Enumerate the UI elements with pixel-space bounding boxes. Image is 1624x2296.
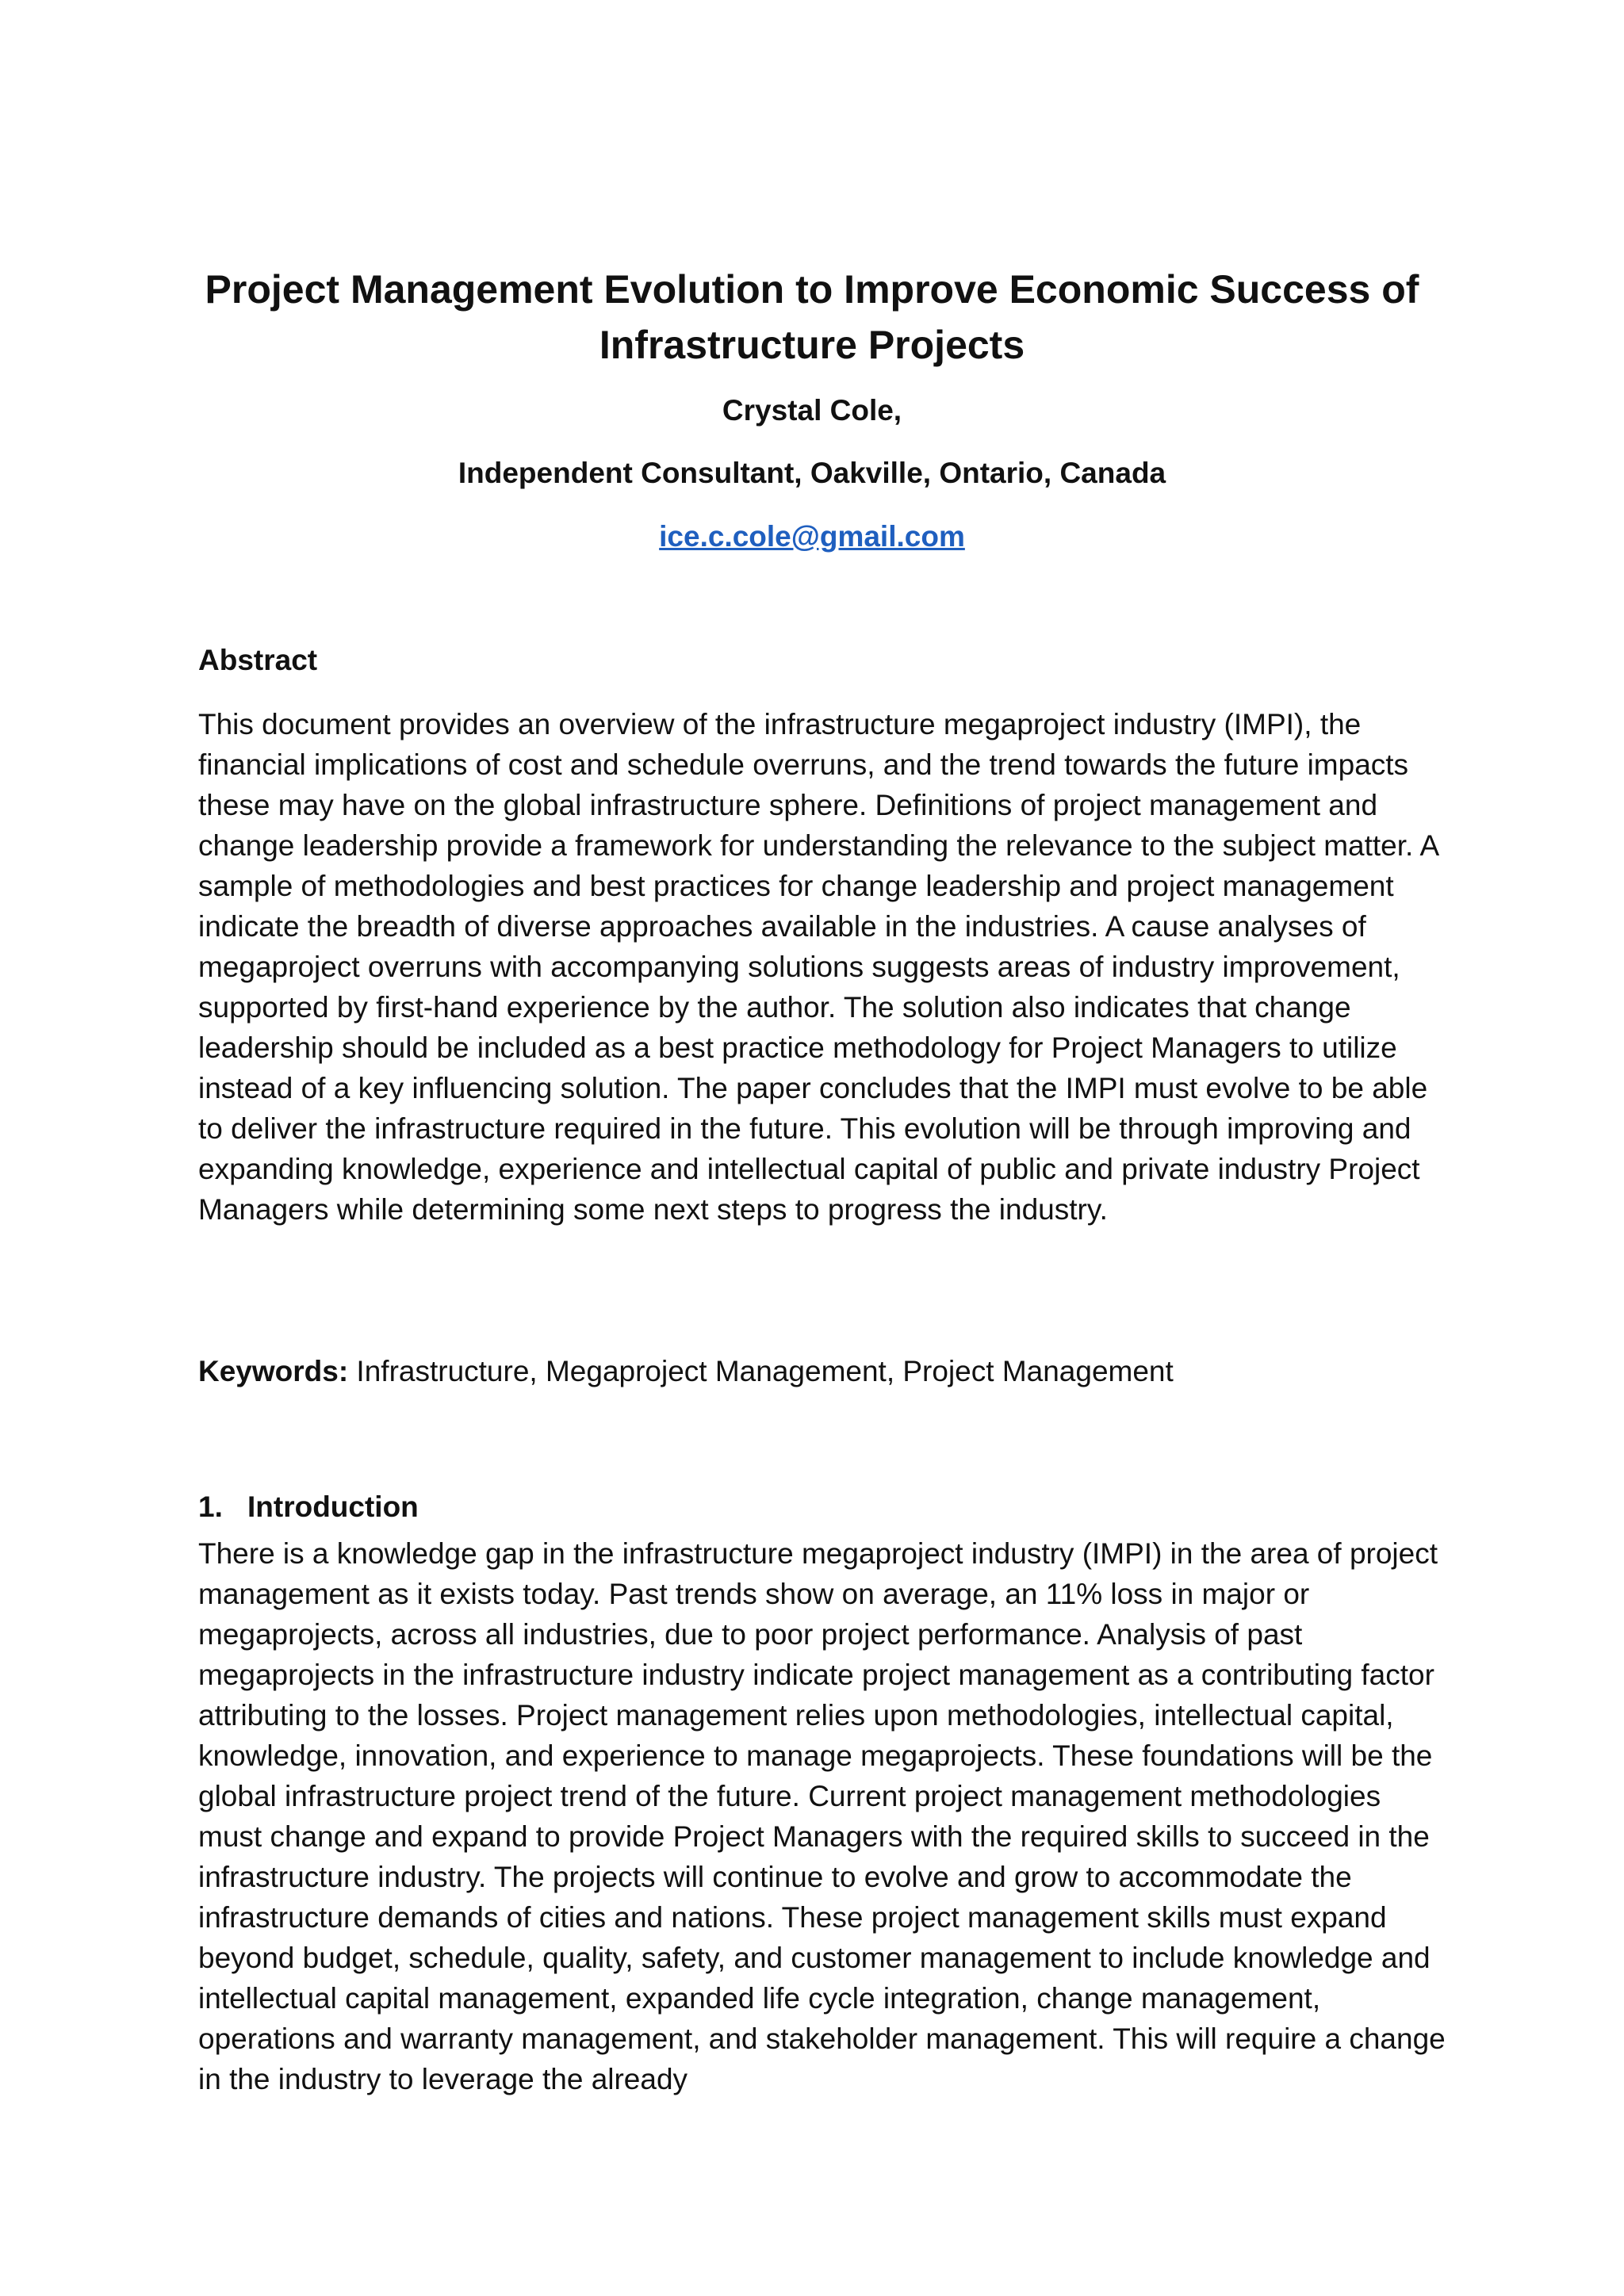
introduction-paragraph: There is a knowledge gap in the infrastructure megaproject industry (IMPI) in the area of project management as it exists today. Past trends show on average, an 11% loss in major or megaprojects, across all industries, due to poor project performance. Analysis of past megaprojects in the infrastructure industry indicate project management as a contributing factor attributing to the losses. Project management relies upon methodologies, intellectual capital, knowledge, innovation, and experience to manage megaprojects. These foundations will be the global infrastructure project trend of the future. Current project management methodologies must change and expand to provide Project Managers with the required skills to succeed in the infrastructure industry. The projects will continue to evolve and grow to accommodate the infrastructure demands of cities and nations. These project management skills must expand beyond budget, schedule, quality, safety, and customer management to include knowledge and intellectual capital management, expanded life cycle integration, change management, operations and warranty management, and stakeholder management. This will require a change in the industry to leverage the already [198, 1537, 1446, 2095]
section-title: Introduction [247, 1490, 419, 1523]
introduction-heading [198, 1489, 419, 1525]
section-number: 1. [198, 1490, 223, 1523]
keywords-list: Infrastructure, Megaproject Management, Project Management [348, 1355, 1174, 1387]
author-name: Crystal Cole, [722, 394, 902, 427]
author-email-link[interactable]: ice.c.cole@gmail.com [659, 520, 965, 553]
keywords-label: Keywords: [198, 1355, 349, 1387]
author-affiliation: Independent Consultant, Oakville, Ontario, Canada [458, 457, 1166, 489]
abstract-paragraph: This document provides an overview of the infrastructure megaproject industry (IMPI), the financial implications of cost and schedule overruns, and the trend towards the future impacts these may have on the global infrastructure sphere. Definitions of project management and change leadership provide a framework for understanding the relevance to the subject matter. A sample of methodologies and best practices for change leadership and project management indicate the breadth of diverse approaches available in the industries. A cause analyses of megaproject overruns with accompanying solutions suggests areas of industry improvement, supported by first-hand experience by the author. The solution also indicates that change leadership should be included as a best practice methodology for Project Managers to utilize instead of a key influencing solution. The paper concludes that the IMPI must evolve to be able to deliver the infrastructure required in the future. This evolution will be through improving and expanding knowledge, experience and intellectual capital of public and private industry Project Managers while determining some next steps to progress the industry. [198, 708, 1438, 1226]
paper-title: Project Management Evolution to Improve Economic Success of Infrastructure Projects [205, 267, 1419, 367]
keywords-line [198, 1353, 1451, 1390]
abstract-heading: Abstract [198, 644, 318, 676]
